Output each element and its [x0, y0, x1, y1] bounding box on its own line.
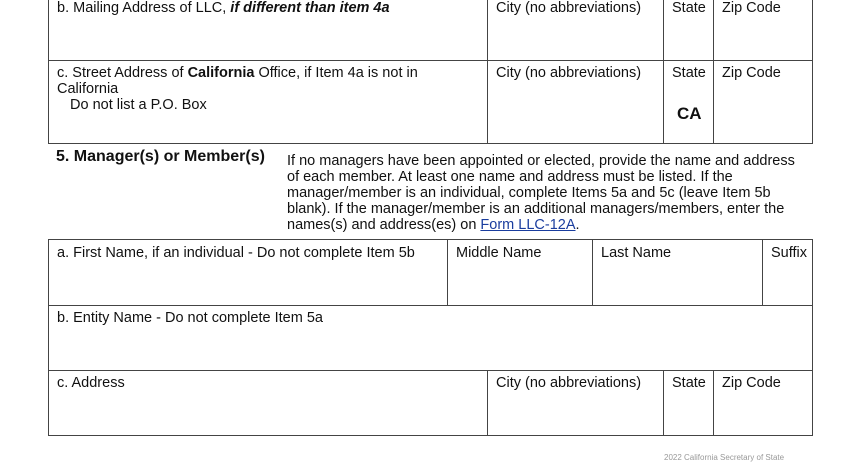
address-city-cell[interactable]: [487, 371, 663, 435]
mailing-zip-label: Zip Code: [722, 0, 781, 16]
street-city-input[interactable]: [494, 115, 657, 137]
middle-name-input[interactable]: [454, 277, 586, 299]
mailing-state-cell[interactable]: [663, 0, 713, 60]
footer-copyright: 2022 California Secretary of State: [664, 453, 785, 462]
mailing-city-cell[interactable]: [487, 0, 663, 60]
street-label-line2: Do not list a P.O. Box: [70, 97, 207, 113]
street-city-cell[interactable]: [487, 61, 663, 143]
mailing-label-text: b. Mailing Address of LLC,: [57, 0, 231, 16]
suffix-label: Suffix: [771, 245, 808, 261]
section-5-title: 5. Manager(s) or Member(s): [56, 148, 265, 165]
entity-name-cell[interactable]: [49, 306, 812, 370]
middle-name-label: Middle Name: [456, 245, 542, 261]
suffix-cell[interactable]: [762, 240, 812, 305]
mailing-address-label: [57, 0, 390, 16]
street-address-cell[interactable]: [49, 61, 487, 143]
first-name-cell[interactable]: [49, 240, 447, 305]
mailing-city-input[interactable]: [494, 32, 657, 54]
address-zip-input[interactable]: [720, 407, 806, 429]
first-name-label: a. First Name, if an individual - Do not complete Item 5b: [57, 245, 415, 261]
mailing-state-input[interactable]: [670, 32, 707, 54]
mailing-zip-input[interactable]: [720, 32, 806, 54]
address-city-label: City (no abbreviations): [496, 375, 642, 391]
street-label-suffix: Office, if Item 4a is not in California: [57, 65, 418, 97]
last-name-label: Last Name: [601, 245, 672, 261]
street-address-input[interactable]: [55, 115, 481, 137]
section-5-instructions: [287, 153, 807, 233]
mailing-zip-cell[interactable]: [713, 0, 812, 60]
manager-address-row: [48, 370, 813, 436]
instructions-text: If no managers have been appointed or elected, provide the name and address of each member. At least one name and address must be listed. If the manager/member is an individual, complete Items 5a and 5c (leave Item 5b blank). If the manager/member is an additional managers/members, enter the names(s) and address(es) on: [287, 153, 795, 233]
last-name-input[interactable]: [599, 277, 756, 299]
address-zip-label: Zip Code: [722, 375, 781, 391]
address-state-label: State: [672, 375, 706, 391]
entity-name-input[interactable]: [55, 342, 806, 364]
address-input[interactable]: [55, 407, 481, 429]
street-address-row: [48, 60, 813, 144]
first-name-input[interactable]: [55, 277, 441, 299]
mailing-address-input[interactable]: [55, 32, 481, 54]
address-state-cell[interactable]: [663, 371, 713, 435]
street-zip-cell[interactable]: [713, 61, 812, 143]
suffix-input[interactable]: [769, 277, 806, 299]
street-state-value: CA: [677, 104, 702, 123]
street-zip-input[interactable]: [720, 115, 806, 137]
last-name-cell[interactable]: [592, 240, 762, 305]
street-zip-label: Zip Code: [722, 65, 781, 81]
mailing-address-row: [48, 0, 813, 61]
mailing-state-label: State: [672, 0, 706, 16]
manager-name-row: [48, 239, 813, 306]
mailing-address-cell[interactable]: [49, 0, 487, 60]
middle-name-cell[interactable]: [447, 240, 592, 305]
entity-name-label: b. Entity Name - Do not complete Item 5a: [57, 310, 323, 326]
address-city-input[interactable]: [494, 407, 657, 429]
mailing-city-label: City (no abbreviations): [496, 0, 642, 16]
street-label-bold: California: [187, 65, 255, 81]
entity-name-row: [48, 305, 813, 371]
street-address-label: [57, 65, 482, 113]
street-city-label: City (no abbreviations): [496, 65, 642, 81]
street-state-cell[interactable]: [663, 61, 713, 143]
address-state-input[interactable]: [670, 407, 707, 429]
address-cell[interactable]: [49, 371, 487, 435]
street-state-label: State: [672, 65, 706, 81]
instructions-end: .: [575, 217, 580, 233]
street-label-prefix: c. Street Address of: [57, 65, 188, 81]
address-zip-cell[interactable]: [713, 371, 812, 435]
address-label: c. Address: [57, 375, 125, 391]
mailing-label-emphasis: if different than item 4a: [230, 0, 390, 16]
form-llc-12a-link[interactable]: Form LLC-12A: [480, 217, 576, 233]
